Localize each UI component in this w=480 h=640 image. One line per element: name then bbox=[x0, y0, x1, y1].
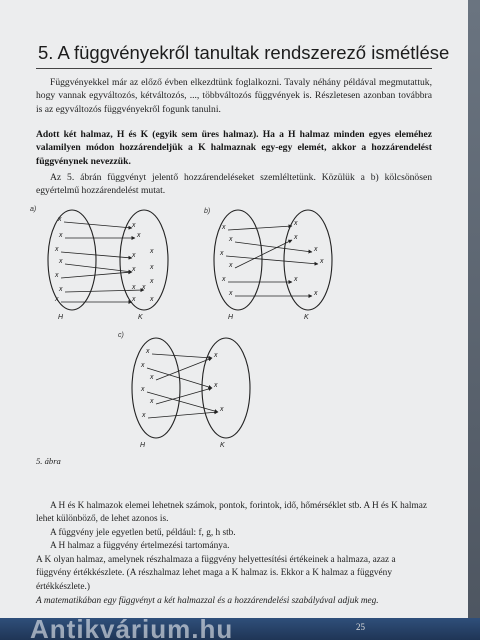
set-element-mark: x bbox=[150, 296, 154, 303]
page-title: 5. A függvényekről tanultak rendszerező ismétlése bbox=[38, 42, 450, 63]
set-h-label-a: H bbox=[58, 314, 64, 321]
set-element-mark: x bbox=[55, 272, 59, 279]
set-element-mark: x bbox=[55, 246, 59, 253]
panel-b-label: b) bbox=[204, 208, 211, 215]
set-element-mark: x bbox=[150, 248, 154, 255]
set-element-mark: x bbox=[150, 374, 154, 381]
set-h-label-b: H bbox=[228, 314, 234, 321]
set-element-mark: x bbox=[146, 348, 150, 355]
set-element-mark: x bbox=[214, 352, 218, 359]
set-element-mark: x bbox=[142, 412, 146, 419]
set-element-mark: x bbox=[214, 382, 218, 389]
set-element-mark: x bbox=[222, 276, 226, 283]
set-element-mark: x bbox=[320, 258, 324, 265]
set-element-mark: x bbox=[141, 386, 145, 393]
set-element-mark: x bbox=[132, 266, 136, 273]
intro-paragraph: Függvényekkel már az előző évben elkezdtünk foglalkozni. Tavaly néhány példával megmutattuk, hogy vannak egyváltozós, kétváltozós, ..., többváltozós függvények is. Részletesen azonban továbbra is az egyváltozós függvényekről fogunk tanulni. bbox=[36, 77, 432, 115]
background-edge bbox=[468, 0, 480, 640]
set-element-mark: x bbox=[132, 222, 136, 229]
set-k-label-b: K bbox=[304, 314, 309, 321]
mapping-diagram bbox=[28, 208, 348, 468]
definition-paragraph: Adott két halmaz, H és K (egyik sem üres halmaz). Ha a H halmaz minden egyes eleméhez valamilyen módon hozzárendeljük a K halmaznak egy-egy elemét, akkor a hozzárendelést függvénynek nevezzük. bbox=[36, 129, 432, 167]
set-element-mark: x bbox=[59, 258, 63, 265]
function-mapping-figure bbox=[28, 208, 348, 468]
set-element-mark: x bbox=[59, 286, 63, 293]
set-k-label-a: K bbox=[138, 314, 143, 321]
watermark-strip bbox=[0, 618, 480, 640]
notation-line: A függvény jele egyetlen betű, például: f, g, h stb. bbox=[50, 528, 236, 538]
set-element-mark: x bbox=[132, 296, 136, 303]
set-element-mark: x bbox=[132, 284, 136, 291]
set-element-mark: x bbox=[314, 290, 318, 297]
definition-rule-line: A matematikában egy függvényt a két halmazzal és a hozzárendelési szabályával adjuk meg. bbox=[36, 596, 379, 606]
set-element-mark: x bbox=[141, 362, 145, 369]
diagram-a bbox=[48, 210, 168, 310]
panel-a-label: a) bbox=[30, 206, 37, 213]
set-element-mark: x bbox=[220, 406, 224, 413]
set-element-mark: x bbox=[58, 216, 62, 223]
set-element-mark: x bbox=[55, 296, 59, 303]
set-element-mark: x bbox=[150, 264, 154, 271]
set-element-mark: x bbox=[150, 278, 154, 285]
figure-caption: 5. ábra bbox=[36, 456, 61, 466]
set-element-mark: x bbox=[229, 290, 233, 297]
page-number: 25 bbox=[356, 622, 365, 632]
watermark-text: Antikvárium.hu bbox=[30, 618, 234, 640]
set-element-mark: x bbox=[59, 232, 63, 239]
set-element-mark: x bbox=[132, 252, 136, 259]
set-element-mark: x bbox=[229, 236, 233, 243]
set-element-mark: x bbox=[220, 250, 224, 257]
set-k-label-c: K bbox=[220, 442, 225, 449]
set-element-mark: x bbox=[294, 220, 298, 227]
set-element-mark: x bbox=[222, 224, 226, 231]
set-element-mark: x bbox=[137, 232, 141, 239]
range-paragraph: A K olyan halmaz, amelynek részhalmaza a függvény helyettesítési értékeinek a halmaza, azaz a függvény értékkészlete. (A részhalmaz lehet maga a K halmaz is. Ekkor a K halmaz a függvény értékkészlete.) bbox=[36, 555, 396, 592]
set-element-mark: x bbox=[142, 284, 146, 291]
sets-paragraph: A H és K halmazok elemei lehetnek számok, pontok, forintok, idő, hőmérséklet stb. A H és K halmaz lehet különböző, de lehet azonos is. bbox=[36, 501, 427, 525]
title-underline bbox=[36, 68, 432, 69]
set-element-mark: x bbox=[294, 234, 298, 241]
domain-line: A H halmaz a függvény értelmezési tartománya. bbox=[50, 541, 230, 551]
set-element-mark: x bbox=[150, 398, 154, 405]
figure-intro-paragraph: Az 5. ábrán függvényt jelentő hozzárendeléseket szemléltetünk. Közülük a b) kölcsönösen egyértelmű hozzárendelést mutat. bbox=[36, 172, 432, 197]
set-element-mark: x bbox=[229, 262, 233, 269]
set-element-mark: x bbox=[314, 246, 318, 253]
set-h-label-c: H bbox=[140, 442, 146, 449]
panel-c-label: c) bbox=[118, 332, 124, 339]
set-element-mark: x bbox=[294, 276, 298, 283]
